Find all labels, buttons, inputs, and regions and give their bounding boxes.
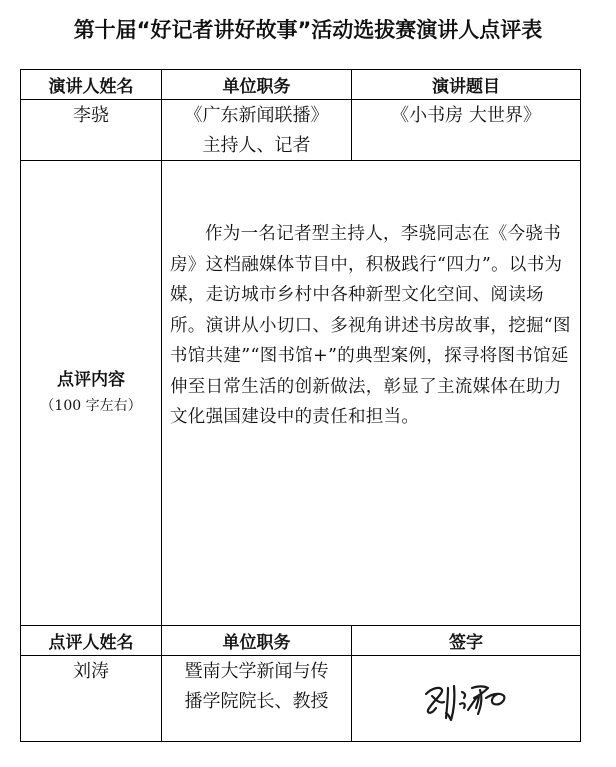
reviewer-unit-cell: [162, 656, 352, 742]
reviewer-unit-line1: 暨南大学新闻与传: [184, 661, 329, 682]
reviewer-unit-header: 单位职务: [162, 626, 352, 656]
comment-content-cell: [162, 161, 581, 626]
speaker-name: 李骁: [73, 105, 109, 126]
reviewer-name: 刘涛: [73, 661, 109, 682]
form-title: 第十届“好记者讲好故事”活动选拔赛演讲人点评表: [73, 18, 543, 42]
comment-label-cell: [21, 161, 162, 626]
comment-text: 作为一名记者型主持人，李骁同志在《今骁书房》这档融媒体节目中，积极践行“四力”。以书为媒，走访城市乡村中各种新型文化空间、阅读场所。演讲从小切口、多视角讲述书房故事，挖掘“图书馆共建”“图书馆+”的典型案例，探寻将图书馆延伸至日常生活的创新做法，彰显了主流媒体在助力文化强国建设中的责任和担当。: [170, 224, 571, 427]
speaker-info-row: [21, 100, 581, 161]
signature-stroke-icon: [418, 674, 514, 724]
reviewer-name-cell: [21, 656, 162, 742]
speaker-unit-line2: 主持人、记者: [202, 135, 311, 156]
speaker-header-row: [21, 70, 581, 100]
speaker-unit-header: 单位职务: [162, 70, 352, 100]
reviewer-name-header: 点评人姓名: [21, 626, 162, 656]
reviewer-header-row: [21, 626, 581, 656]
review-form-table: [20, 69, 581, 742]
comment-label: 点评内容: [57, 370, 125, 390]
speech-topic-header: 演讲题目: [352, 70, 581, 100]
speech-topic-cell: [352, 100, 581, 161]
signature-header: 签字: [352, 626, 581, 656]
speaker-name-header: 演讲人姓名: [21, 70, 162, 100]
reviewer-info-row: [21, 656, 581, 742]
signature-cell: [352, 656, 581, 742]
speech-topic: 《小书房 大世界》: [391, 105, 541, 126]
speaker-unit-line1: 《广东新闻联播》: [184, 105, 329, 126]
reviewer-unit-line2: 播学院院长、教授: [184, 691, 329, 712]
speaker-unit-cell: [162, 100, 352, 161]
handwritten-signature: [352, 674, 580, 724]
speaker-name-cell: [21, 100, 162, 161]
comment-row: [21, 161, 581, 626]
comment-sublabel: （100 字左右）: [40, 398, 142, 414]
